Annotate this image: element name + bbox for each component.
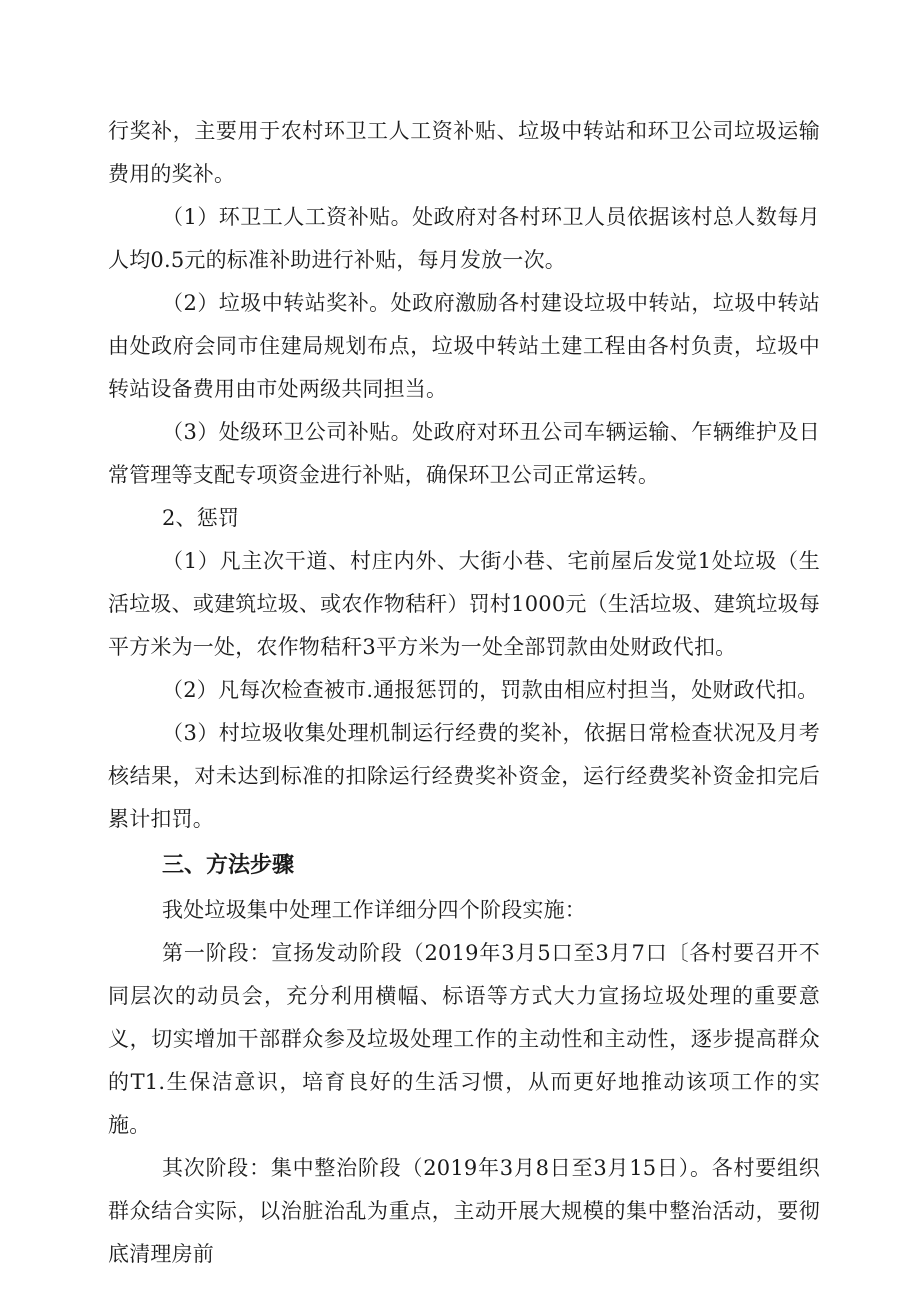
paragraph-methods-intro: 我处垃圾集中处理工作详细分四个阶段实施： — [162, 898, 586, 922]
section-penalty-heading: 2、惩罚 — [162, 506, 240, 530]
paragraph-penalty-1: （1）凡主次干道、村庄内外、大街小巷、宅前屋后发觉1处垃圾（生活垃圾、或建筑垃圾、或农作物秸秆）罚村1000元（生活垃圾、建筑垃圾每平方米为一处，农作物秸秆3平方米为一处全部罚款由处财政代扣。 — [108, 549, 820, 659]
paragraph-transfer-station: （2）垃圾中转站奖补。处政府激励各村建设垃圾中转站，垃圾中转站由处政府会同市住建局规划布点，垃圾中转站土建工程由各村负责，垃圾中转站设备费用由市处两级共同担当。 — [108, 291, 820, 401]
section-heading-methods: 三、方法步骤 — [162, 853, 295, 878]
paragraph-wage-subsidy: （1）环卫工人工资补贴。处政府对各村环卫人员依据该村总人数每月人均0.5元的标准补助进行补贴，每月发放一次。 — [108, 205, 820, 272]
paragraph-stage-two: 其次阶段：集中整治阶段（2019年3月8日至3月15日）。各村要组织群众结合实际，以治脏治乱为重点，主动开展大规模的集中整治活动，要彻底清理房前 — [108, 1156, 820, 1266]
paragraph-stage-one: 第一阶段：宣扬发动阶段（2019年3月5口至3月7口〔各村要召开不同层次的动员会，充分利用横幅、标语等方式大力宣扬垃圾处理的重要意义，切实增加干部群众参及垃圾处理工作的主动性和主动性，逐步提高群众的T1.生保洁意识，培育良好的生活习惯，从而更好地推动该项工作的实施。 — [108, 941, 820, 1137]
paragraph-penalty-3: （3）村垃圾收集处理机制运行经费的奖补，依据日常检查状况及月考核结果，对未达到标准的扣除运行经费奖补资金，运行经费奖补资金扣完后累计扣罚。 — [108, 721, 820, 831]
paragraph-reward-intro: 行奖补，主要用于农村环卫工人工资补贴、垃圾中转站和环卫公司垃圾运输费用的奖补。 — [108, 119, 820, 186]
document-page — [108, 110, 820, 1276]
paragraph-sanitation-company: （3）处级环卫公司补贴。处政府对环丑公司车辆运输、乍辆维护及日常管理等支配专项资金进行补贴，确保环卫公司正常运转。 — [108, 420, 820, 487]
paragraph-penalty-2: （2）凡每次检查被市.通报惩罚的，罚款由相应村担当，处财政代扣。 — [162, 678, 819, 702]
